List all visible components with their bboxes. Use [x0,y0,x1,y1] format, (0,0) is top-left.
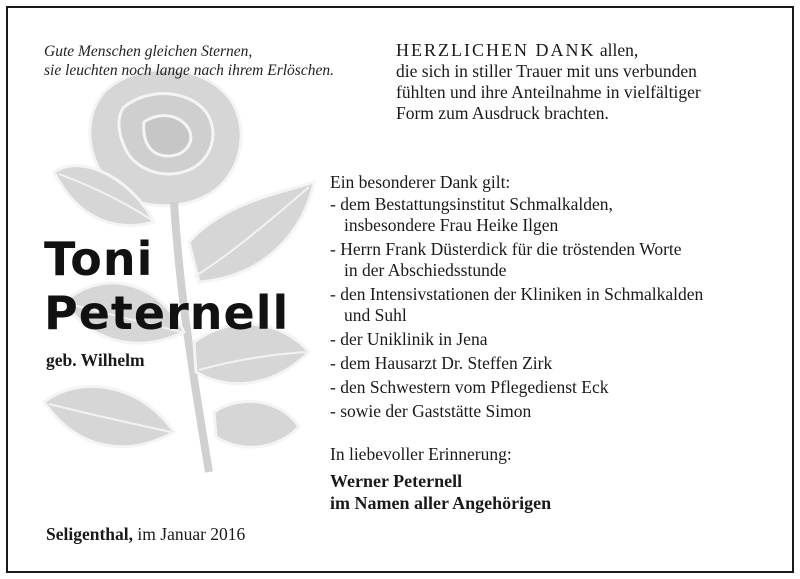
list-item-text: - der Uniklinik in Jena [330,329,488,349]
place-date [46,524,245,545]
signer-name: Werner Peternell [330,471,463,491]
quote-line: Gute Menschen gleichen Sternen, [44,43,253,60]
list-item [330,353,770,374]
list-item-text: - dem Bestattungsinstitut Schmalkalden, [330,194,613,214]
thanks-line: die sich in stiller Trauer mit uns verbunden [396,61,697,81]
thanks-line: Form zum Ausdruck brachten. [396,103,609,123]
list-item [330,377,770,398]
thanks-section [396,40,756,124]
thanks-heading: HERZLICHEN DANK [396,40,596,60]
birth-name: geb. Wilhelm [46,350,145,370]
memory-line: In liebevoller Erinnerung: [330,444,512,464]
list-item-text: - den Intensivstationen der Kliniken in Schmalkalden [330,284,704,304]
date: im Januar 2016 [137,524,246,544]
memorial-quote [44,42,384,80]
list-item [330,284,770,326]
thanks-list [330,194,770,422]
signer-family: im Namen aller Angehörigen [330,493,552,513]
town: Seligenthal, [46,524,134,544]
list-item-continuation: in der Abschiedsstunde [344,260,507,280]
list-item-text: - den Schwestern vom Pflegedienst Eck [330,377,609,397]
list-item-text: - dem Hausarzt Dr. Steffen Zirk [330,353,553,373]
thanks-heading-rest: allen, [599,40,639,60]
list-item-text: - sowie der Gaststätte Simon [330,401,532,421]
list-item [330,401,770,422]
quote-line: sie leuchten noch lange nach ihrem Erlöschen. [44,62,334,79]
last-name: Peternell [44,286,290,340]
special-thanks-intro: Ein besonderer Dank gilt: [330,172,511,192]
deceased-name [44,232,289,340]
first-name: Toni [44,232,154,286]
signers [330,470,551,514]
list-item [330,194,770,236]
list-item [330,239,770,281]
list-item-continuation: und Suhl [344,305,407,325]
thanks-line: fühlten und ihre Anteilnahme in vielfältiger [396,82,701,102]
list-item-text: - Herrn Frank Düsterdick für die tröstenden Worte [330,239,682,259]
special-thanks [330,172,770,425]
list-item-continuation: insbesondere Frau Heike Ilgen [344,215,559,235]
list-item [330,329,770,350]
